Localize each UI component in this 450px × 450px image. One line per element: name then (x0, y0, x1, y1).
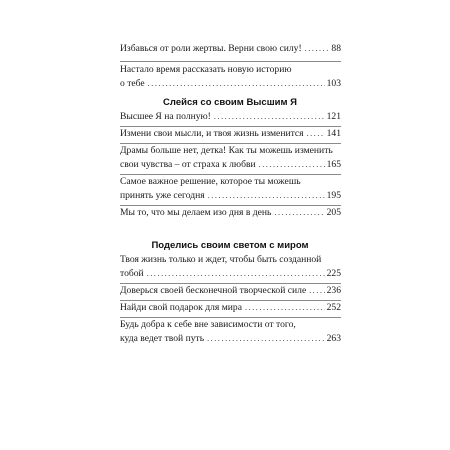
toc-entry-text: куда ведет твой путь (120, 332, 205, 344)
divider (120, 61, 341, 62)
toc-entry-text: Мы то, что мы делаем изо дня в день (120, 207, 272, 218)
toc-entry-text: Твоя жизнь только и ждет, чтобы быть созданной (120, 254, 322, 265)
toc-entry-text: тобой (120, 267, 144, 279)
toc-entry-text: Настало время рассказать новую историю (120, 64, 292, 75)
dot-leader (307, 127, 325, 141)
dot-leader (147, 267, 325, 281)
toc-page-number: 88 (331, 43, 341, 54)
toc-page-number: 103 (326, 77, 341, 89)
toc-entry-text: Избавься от роли жертвы. Верни свою силу! (120, 43, 302, 54)
toc-page-number: 121 (326, 111, 341, 122)
toc-entry-text: Самое важное решение, которое ты можешь (120, 176, 301, 187)
toc-entry (120, 63, 341, 90)
toc-entry (120, 175, 341, 202)
dot-leader (274, 206, 324, 220)
dot-leader (245, 301, 325, 315)
toc-page-number: 263 (326, 332, 341, 344)
toc-page-number: 236 (326, 285, 341, 296)
toc-entry (120, 42, 341, 56)
toc-entry (120, 206, 341, 220)
toc-entry-text: свои чувства – от страха к любви (120, 158, 256, 170)
toc-entry (120, 110, 341, 124)
section-heading: Поделись своим светом с миром (151, 240, 309, 251)
toc-page-number: 141 (326, 128, 341, 139)
toc-entry-text: о тебе (120, 77, 145, 89)
toc-entry-text: Доверься своей бесконечной творческой силе (120, 285, 307, 296)
toc-entry-text: Высшее Я на полную! (120, 111, 211, 122)
toc-entry (120, 144, 341, 171)
section-heading: Слейся со своим Высшим Я (163, 97, 297, 108)
toc-page-number: 205 (326, 207, 341, 218)
dot-leader (208, 189, 325, 203)
dot-leader (305, 42, 330, 56)
toc-entry (120, 127, 341, 141)
toc-page-number: 225 (326, 267, 341, 279)
toc-entry-text: Найди свой подарок для мира (120, 302, 242, 313)
toc-page-number: 165 (326, 158, 341, 170)
toc-entry (120, 253, 341, 280)
toc-entry-text: Измени свои мысли, и твоя жизнь изменится (120, 128, 304, 139)
toc-page-number: 252 (326, 302, 341, 313)
toc-entry-text: принять уже сегодня (120, 189, 205, 201)
toc-entry (120, 301, 341, 315)
toc-page-number: 195 (326, 189, 341, 201)
toc-entry-text: Будь добра к себе вне зависимости от того, (120, 319, 296, 330)
toc-entry (120, 318, 341, 345)
dot-leader (259, 158, 325, 172)
dot-leader (148, 77, 325, 91)
toc-entry-text: Драмы больше нет, детка! Как ты можешь изменить (120, 145, 333, 156)
dot-leader (207, 332, 325, 346)
toc-entry (120, 284, 341, 298)
dot-leader (309, 284, 324, 298)
dot-leader (214, 110, 325, 124)
